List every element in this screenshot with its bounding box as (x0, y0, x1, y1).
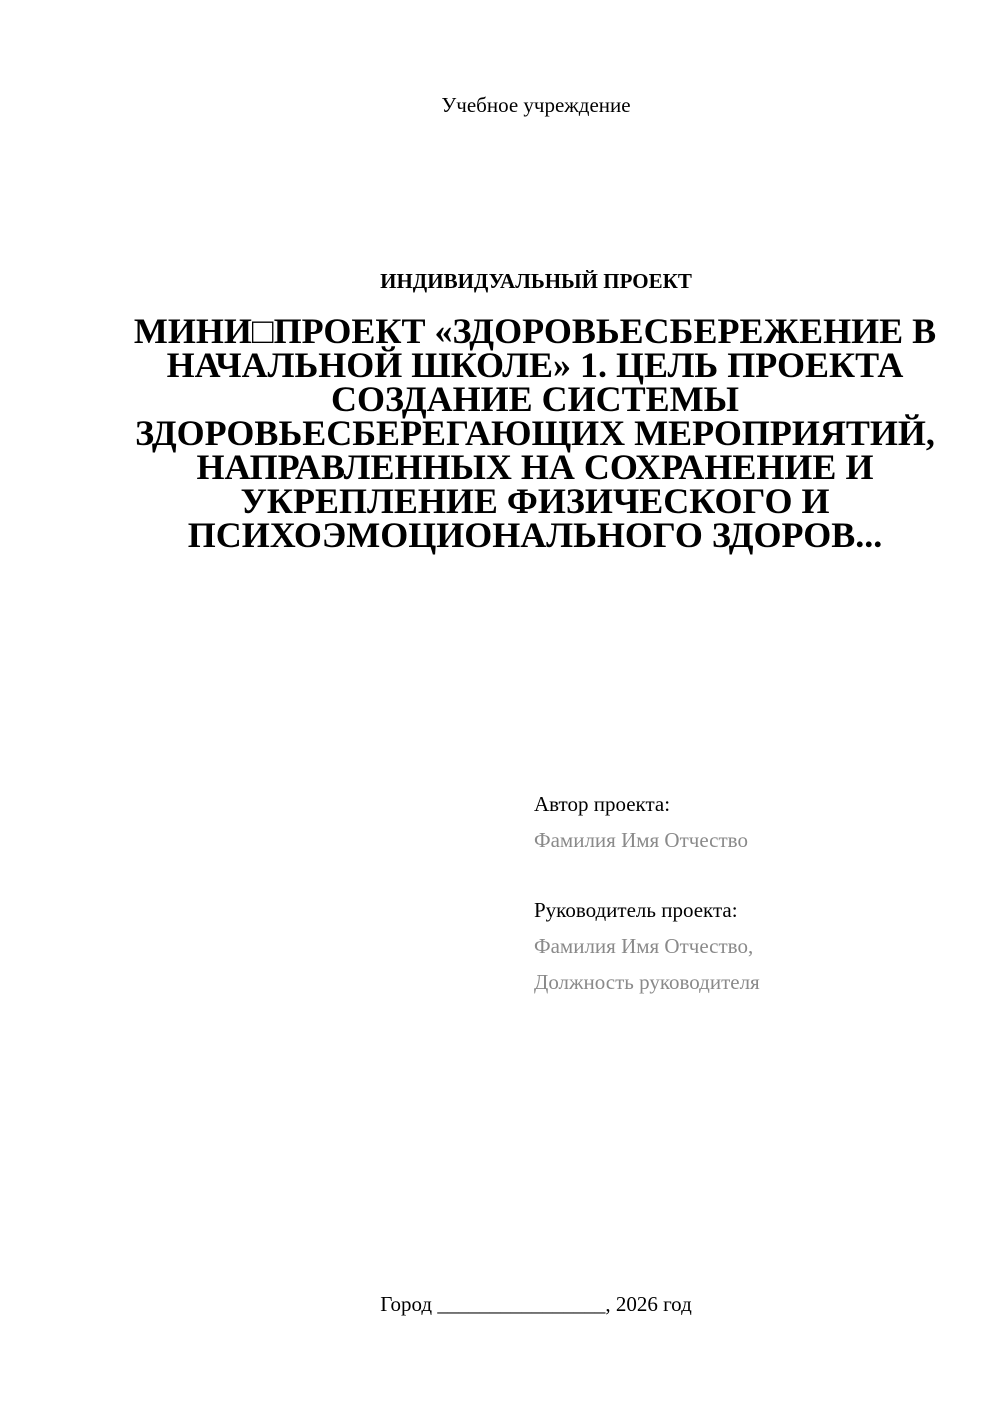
project-title: МИНИ□ПРОЕКТ «ЗДОРОВЬЕСБЕРЕЖЕНИЕ В НАЧАЛЬНОЙ ШКОЛЕ» 1. ЦЕЛЬ ПРОЕКТА СОЗДАНИЕ СИСТЕМЫ ЗДОРОВЬЕСБЕРЕГАЮЩИХ МЕРОПРИЯТИЙ, НАПРАВЛЕННЫХ НА СОХРАНЕНИЕ И УКРЕПЛЕНИЕ ФИЗИЧЕСКОГО И ПСИХОЭМОЦИОНАЛЬНОГО ЗДОРОВ... (133, 311, 937, 555)
supervisor-name: Фамилия Имя Отчество, (534, 934, 754, 958)
author-block (534, 786, 974, 858)
institution-name: Учебное учреждение (441, 93, 631, 117)
supervisor-label: Руководитель проекта: (534, 898, 738, 922)
author-name: Фамилия Имя Отчество (534, 828, 748, 852)
supervisor-block (534, 892, 974, 1000)
project-type-heading: ИНДИВИДУАЛЬНЫЙ ПРОЕКТ (380, 269, 692, 293)
author-label: Автор проекта: (534, 792, 671, 816)
supervisor-position: Должность руководителя (534, 970, 760, 994)
city-year-line: Город ________________, 2026 год (380, 1292, 692, 1316)
